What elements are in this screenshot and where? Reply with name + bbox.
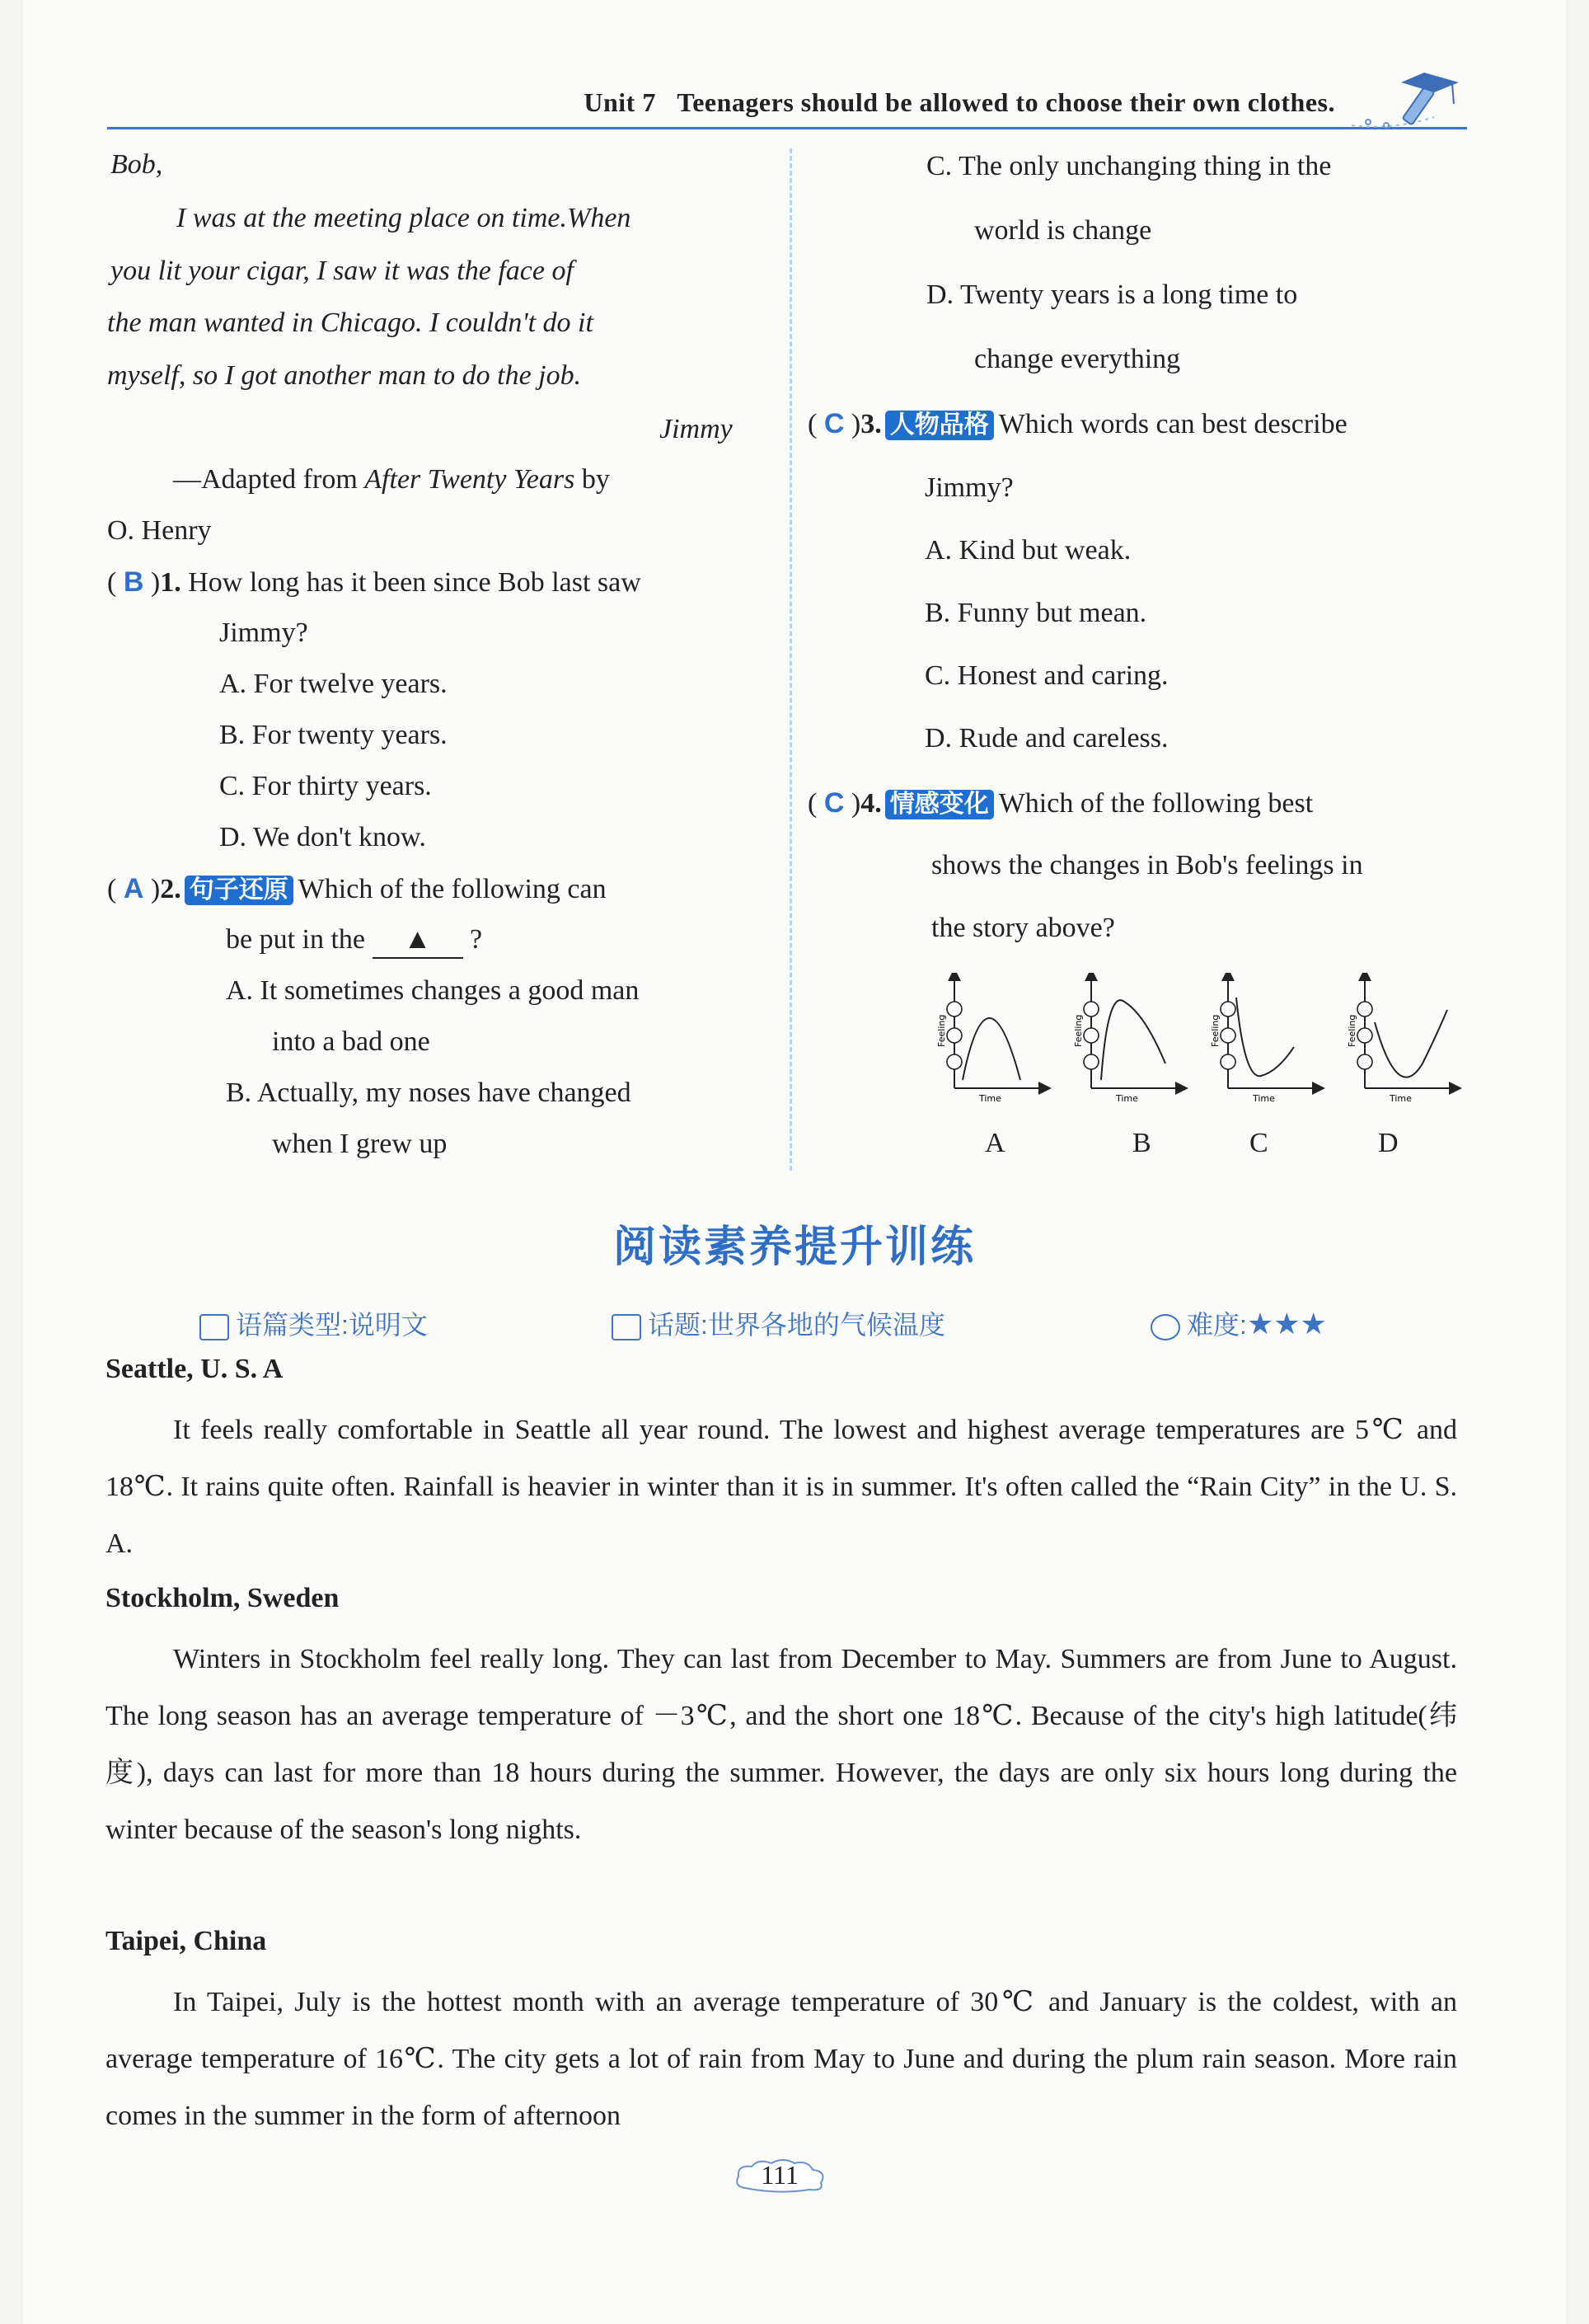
neutral-face-icon	[1221, 1028, 1235, 1043]
topic-icon	[612, 1314, 641, 1340]
city-heading-taipei: Taipei, China	[105, 1926, 267, 1956]
q2-option-a-cont: into a bad one	[272, 1026, 430, 1057]
letter-line-2: you lit your cigar, I saw it was the face of	[110, 256, 574, 286]
letter-source	[173, 463, 610, 497]
page-number-text: 111	[761, 2160, 799, 2190]
q1-option-d: D. We don't know.	[219, 822, 426, 852]
city-heading-seattle: Seattle, U. S. A	[105, 1354, 284, 1384]
sad-face-icon	[1084, 1054, 1099, 1069]
q2-option-b: B. Actually, my noses have changed	[226, 1077, 631, 1108]
q2-tag-badge: 句子还原	[185, 876, 293, 905]
answer-3: C	[823, 408, 845, 439]
letter-line-3: the man wanted in Chicago. I couldn't do it	[107, 308, 593, 338]
graph-c	[1210, 974, 1319, 1104]
q2-option-c: C. The only unchanging thing in the	[926, 151, 1332, 181]
happy-face-icon	[947, 1002, 962, 1016]
section-title: 阅读素养提升训练	[612, 1223, 976, 1271]
sad-face-icon	[947, 1054, 962, 1069]
graph-a-xlabel: Time	[979, 1093, 1001, 1104]
graph-c-ylabel: Feeling	[1210, 1014, 1221, 1047]
q4-stem-line-2: shows the changes in Bob's feelings in	[931, 850, 1363, 880]
difficulty-stars: ★★★	[1246, 1307, 1327, 1340]
answer-blank	[373, 923, 463, 959]
q2-option-d: D. Twenty years is a long time to	[926, 279, 1298, 310]
graph-d	[1347, 974, 1455, 1104]
graph-label-c: C	[1249, 1128, 1268, 1158]
q4-number: 4.	[860, 788, 882, 819]
answer-2: A	[123, 873, 144, 904]
q2-number: 2.	[160, 874, 181, 904]
unit-label: Unit 7	[584, 87, 656, 117]
q1-option-a: A. For twelve years.	[219, 669, 448, 699]
q3-option-c: C. Honest and caring.	[925, 660, 1169, 691]
source-by: by	[574, 464, 610, 495]
unit-title: Teenagers should be allowed to choose their own clothes.	[677, 87, 1335, 117]
source-title: After Twenty Years	[364, 464, 575, 495]
sad-face-icon	[1357, 1054, 1372, 1069]
question-3-stem: ( C )3. 人物品格 Which words can best describe	[808, 408, 1348, 439]
letter-salutation: Bob,	[110, 149, 163, 180]
q2-stem-text: be put in the	[226, 924, 366, 955]
header-title	[584, 87, 1335, 118]
sad-face-icon	[1221, 1054, 1235, 1069]
q2-stem-line-2	[226, 923, 482, 959]
q4-stem-line-1: Which of the following best	[998, 788, 1314, 819]
q2-stem-end: ?	[470, 924, 483, 955]
q4-stem-line-3: the story above?	[931, 913, 1115, 943]
column-divider	[790, 148, 792, 1171]
source-prefix: —Adapted from	[173, 464, 365, 495]
graph-c-xlabel: Time	[1253, 1093, 1275, 1104]
neutral-face-icon	[947, 1028, 962, 1043]
graph-b-ylabel: Feeling	[1073, 1014, 1084, 1047]
question-4-stem: ( C )4. 情感变化 Which of the following best	[808, 787, 1314, 819]
letter-line-4: myself, so I got another man to do the job.	[107, 360, 582, 391]
q1-stem-line-1: How long has it been since Bob last saw	[188, 567, 641, 598]
triangle-icon: ▲	[403, 924, 432, 955]
source-author: O. Henry	[107, 515, 212, 546]
graph-a-ylabel: Feeling	[936, 1014, 947, 1047]
graph-d-xlabel: Time	[1390, 1093, 1412, 1104]
q2-option-b-cont: when I grew up	[272, 1129, 448, 1159]
header-rule	[107, 127, 1467, 129]
difficulty-label: 难度:	[1187, 1310, 1247, 1340]
q3-option-b: B. Funny but mean.	[925, 598, 1147, 628]
letter-signature: Jimmy	[659, 414, 733, 444]
q3-option-a: A. Kind but weak.	[925, 535, 1132, 566]
letter-line-1: I was at the meeting place on time.When	[176, 203, 631, 233]
neutral-face-icon	[1084, 1028, 1099, 1043]
graph-label-b: B	[1132, 1128, 1151, 1158]
genre-meta	[199, 1304, 428, 1342]
graph-d-ylabel: Feeling	[1347, 1014, 1357, 1047]
q3-stem-line-1: Which words can best describe	[998, 409, 1348, 439]
q1-option-c: C. For thirty years.	[219, 771, 432, 801]
q1-stem-line-2: Jimmy?	[219, 617, 308, 648]
feeling-graphs	[930, 973, 1484, 1179]
pencil-cap-icon	[1343, 68, 1467, 142]
page-number	[729, 2155, 836, 2196]
q2-stem-line-1: Which of the following can	[298, 874, 607, 904]
answer-1: B	[123, 566, 144, 598]
q3-number: 3.	[860, 409, 882, 439]
difficulty-meta	[1151, 1304, 1327, 1342]
city-heading-stockholm: Stockholm, Sweden	[105, 1583, 340, 1613]
q4-tag-badge: 情感变化	[885, 790, 994, 819]
topic-meta	[612, 1304, 945, 1342]
happy-face-icon	[1221, 1002, 1235, 1016]
paragraph-taipei: In Taipei, July is the hottest month with an average temperature of 30℃ and January is the coldest, with an average temperature of 16℃. The city gets a lot of rain from May to June and during the plum rain season. More rain comes in the summer in the form of afternoon	[105, 1987, 1457, 2131]
graph-a	[936, 974, 1045, 1104]
graph-b	[1073, 974, 1182, 1104]
happy-face-icon	[1084, 1002, 1099, 1016]
genre-label: 语篇类型:说明文	[236, 1310, 428, 1340]
q2-option-d-cont: change everything	[974, 344, 1181, 374]
happy-face-icon	[1357, 1002, 1372, 1016]
question-1-stem: ( B )1. How long has it been since Bob last saw	[107, 566, 641, 598]
graph-b-xlabel: Time	[1116, 1093, 1138, 1104]
neutral-face-icon	[1357, 1028, 1372, 1043]
q1-option-b: B. For twenty years.	[219, 720, 448, 750]
answer-4: C	[823, 787, 845, 819]
paragraph-seattle: It feels really comfortable in Seattle all year round. The lowest and highest average temperatures are 5℃ and 18℃. It rains quite often. Rainfall is heavier in winter than it is in summer. It's often called the “Rain City” in the U. S. A.	[105, 1415, 1457, 1559]
graph-label-a: A	[985, 1128, 1005, 1158]
graph-label-d: D	[1378, 1128, 1399, 1158]
q2-option-a: A. It sometimes changes a good man	[226, 975, 640, 1006]
q3-option-d: D. Rude and careless.	[925, 723, 1169, 754]
q1-number: 1.	[160, 567, 181, 598]
badge-icon	[1151, 1314, 1180, 1340]
topic-label: 话题:世界各地的气候温度	[648, 1310, 945, 1340]
q3-tag-badge: 人物品格	[885, 411, 994, 440]
q3-stem-line-2: Jimmy?	[925, 472, 1014, 503]
book-icon	[199, 1314, 229, 1340]
paragraph-stockholm: Winters in Stockholm feel really long. They can last from December to May. Summers are from June to August. The long season has an average temperature of －3℃, and the short one 18℃. Because of the city's high latitude(纬度), days can last for more than 18 hours during the summer. However, the days are only six hours long during the winter because of the season's long nights.	[105, 1644, 1457, 1845]
question-2-stem: ( A )2. 句子还原 Which of the following can	[107, 873, 607, 904]
page-header	[107, 79, 1467, 137]
q2-option-c-cont: world is change	[974, 215, 1152, 246]
